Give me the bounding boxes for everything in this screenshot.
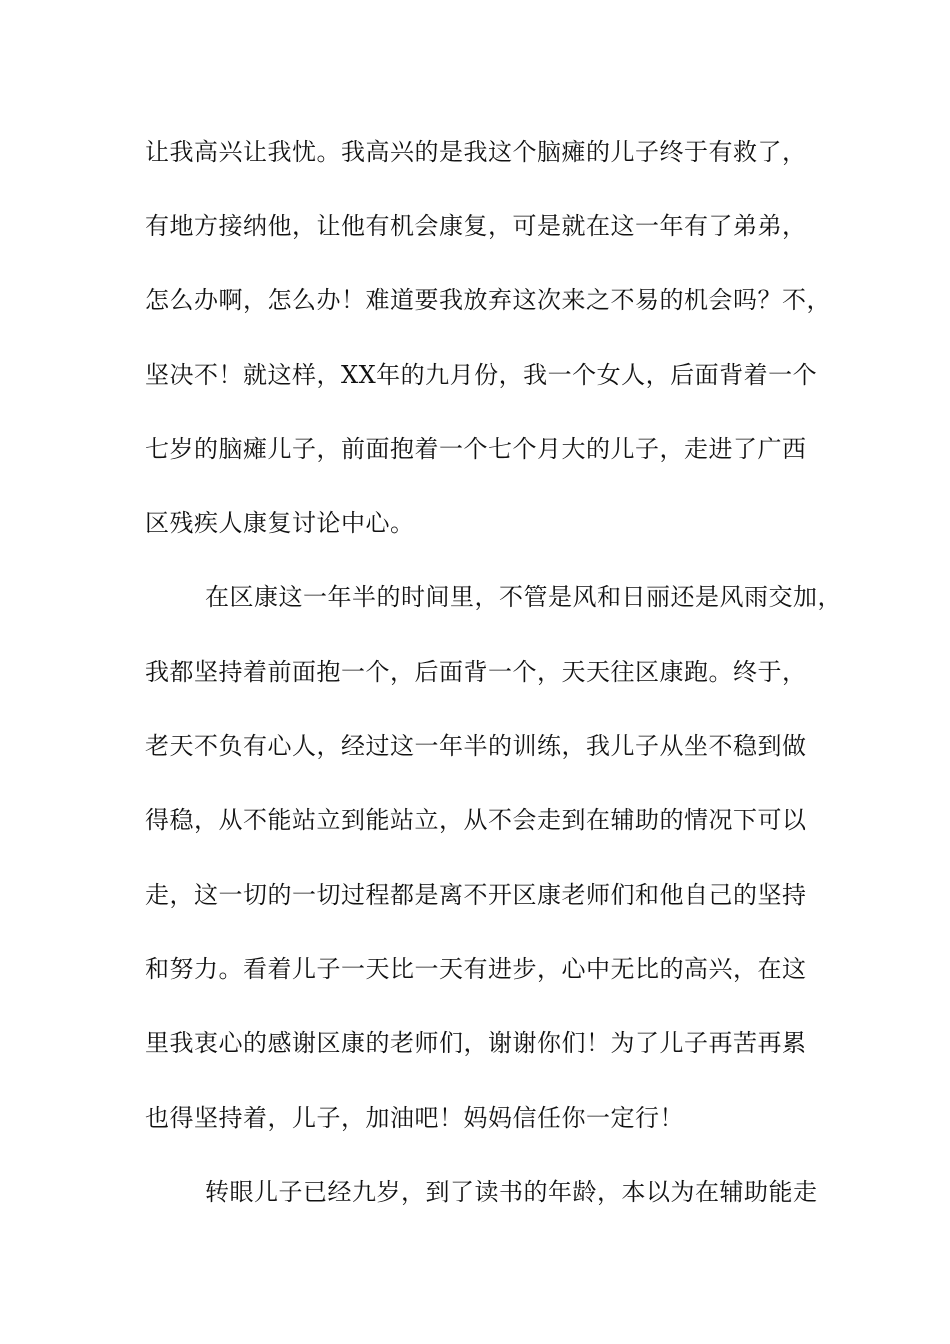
text-line: 区残疾人康复讨论中心。: [145, 509, 415, 537]
paragraph-first-line: 转眼儿子已经九岁，到了读书的年龄，本以为在辅助能走: [205, 1178, 818, 1206]
text-line: 坚决不！就这样，XX年的九月份，我一个女人，后面背着一个: [145, 361, 818, 389]
text-line: 我都坚持着前面抱一个，后面背一个，天天往区康跑。终于，: [145, 658, 807, 686]
text-line: 怎么办啊，怎么办！难道要我放弃这次来之不易的机会吗？不，: [145, 286, 831, 314]
text-line: 让我高兴让我忧。我高兴的是我这个脑瘫的儿子终于有救了，: [145, 138, 807, 166]
text-line: 走，这一切的一切过程都是离不开区康老师们和他自己的坚持: [145, 881, 807, 909]
text-line: 有地方接纳他，让他有机会康复，可是就在这一年有了弟弟，: [145, 212, 807, 240]
text-line: 老天不负有心人，经过这一年半的训练，我儿子从坐不稳到做: [145, 732, 807, 760]
text-line: 里我衷心的感谢区康的老师们，谢谢你们！为了儿子再苦再累: [145, 1029, 807, 1057]
text-line: 和努力。看着儿子一天比一天有进步，心中无比的高兴，在这: [145, 955, 807, 983]
text-line: 得稳，从不能站立到能站立，从不会走到在辅助的情况下可以: [145, 806, 807, 834]
text-line: 也得坚持着，儿子，加油吧！妈妈信任你一定行！: [145, 1104, 684, 1132]
text-line: 七岁的脑瘫儿子，前面抱着一个七个月大的儿子，走进了广西: [145, 435, 807, 463]
paragraph-first-line: 在区康这一年半的时间里，不管是风和日丽还是风雨交加，: [205, 583, 842, 611]
